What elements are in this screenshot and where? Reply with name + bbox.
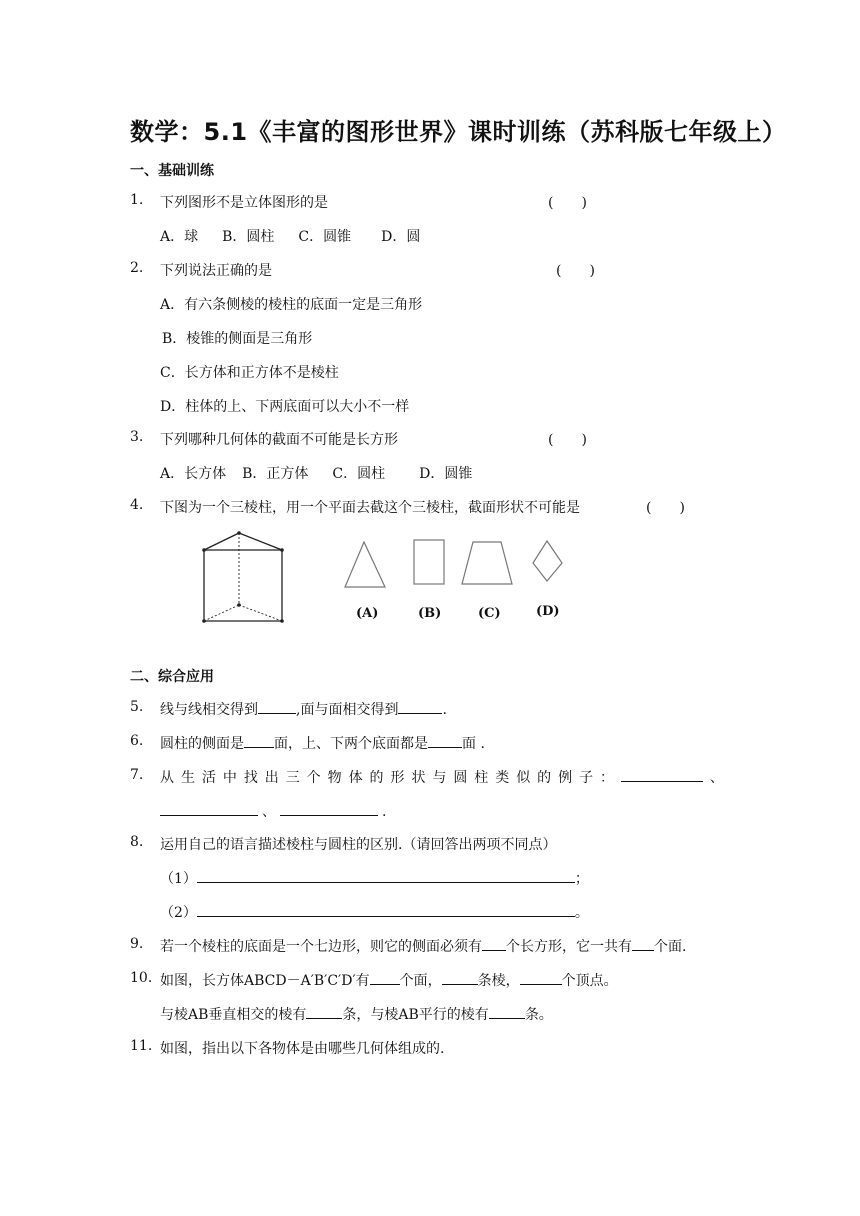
q4-text: 下图为一个三棱柱，用一个平面去截这个三棱柱，截面形状不可能是: [160, 500, 580, 516]
q10-text-d: 个顶点。: [561, 973, 618, 989]
q8-prefix-1: （1）: [160, 871, 197, 887]
q10-number: 10.: [130, 970, 153, 986]
q4-figure: [190, 525, 580, 630]
q1-answer-paren[interactable]: ( ): [548, 195, 587, 211]
q6-text-a: 圆柱的侧面是: [160, 736, 244, 752]
q10-text-e: 与棱AB垂直相交的棱有: [160, 1007, 307, 1023]
q7-char: 从: [160, 770, 174, 786]
q8-end-1: ；: [574, 871, 589, 887]
q3-option-b[interactable]: B．正方体: [242, 466, 309, 482]
q1-option-a[interactable]: A．球: [160, 229, 199, 245]
q7-line-2: [160, 801, 386, 821]
q2-option-c[interactable]: C．长方体和正方体不是棱柱: [160, 365, 339, 381]
q8-blank-2[interactable]: [197, 902, 575, 917]
q7-char: 出: [264, 770, 279, 786]
q5-blank-1[interactable]: [258, 699, 296, 714]
q1-number: 1.: [130, 192, 144, 208]
q10-blank-1[interactable]: [370, 970, 400, 985]
q10-text-f: 条，与棱AB平行的棱有: [342, 1007, 489, 1023]
q7-blank-2[interactable]: [160, 801, 258, 816]
shape-b-rectangle: [414, 540, 444, 584]
q9-text-c: 个面.: [654, 939, 687, 955]
q10-blank-3[interactable]: [520, 970, 562, 985]
shape-c-trapezoid: [462, 542, 512, 584]
q7-char: 个: [306, 770, 321, 786]
q1-option-b[interactable]: B．圆柱: [222, 229, 275, 245]
q1-text: 下列图形不是立体图形的是: [160, 195, 328, 211]
q10-text-c: 条棱，: [477, 973, 520, 989]
shape-d-rhombus: [533, 541, 562, 581]
q3-option-d[interactable]: D．圆锥: [419, 466, 473, 482]
q3-text: 下列哪种几何体的截面不可能是长方形: [160, 432, 398, 448]
q3-answer-paren[interactable]: ( ): [548, 432, 587, 448]
q7-blank-1[interactable]: [621, 767, 703, 782]
q4-label-c[interactable]: (C): [478, 606, 501, 621]
q10-blank-2[interactable]: [442, 970, 478, 985]
q7-char: 活: [201, 770, 216, 786]
q7-char: 的: [537, 770, 552, 786]
q10-text-g: 条。: [524, 1007, 553, 1023]
q8-prefix-2: （2）: [160, 905, 197, 921]
q8-text: 运用自己的语言描述棱柱与圆柱的区别.（请回答出两项不同点）: [160, 837, 557, 853]
q9-text-a: 若一个棱柱的底面是一个七边形，则它的侧面必须有: [160, 939, 482, 955]
q4-label-b[interactable]: (B): [418, 606, 442, 621]
q5-blank-2[interactable]: [398, 699, 442, 714]
q8-end-2: 。: [574, 905, 589, 921]
q10-line-2: [160, 1004, 553, 1024]
q11-number: 11.: [130, 1038, 153, 1054]
q2-option-a[interactable]: A．有六条侧棱的棱柱的底面一定是三角形: [160, 297, 423, 313]
q6-blank-2[interactable]: [428, 733, 462, 748]
q5-text-c: .: [442, 702, 447, 718]
q3-option-a[interactable]: A．长方体: [160, 466, 227, 482]
q9-text-b: 个长方形，它一共有: [506, 939, 632, 955]
q7-end: .: [382, 804, 387, 820]
q7-char: 与: [432, 770, 447, 786]
q7-sep-2: 、: [262, 804, 276, 820]
q7-char: 子: [579, 770, 594, 786]
q7-char: 形: [390, 770, 405, 786]
q7-char: 类: [495, 770, 510, 786]
triangular-prism-diagram: [204, 533, 282, 621]
q9-blank-1[interactable]: [482, 936, 506, 951]
q7-char: 物: [327, 770, 342, 786]
page-title: 数学：5.1《丰富的图形世界》课时训练（苏科版七年级上）: [130, 118, 787, 146]
q10-text-a: 如图，长方体ABCD－A′B′C′D′有: [160, 973, 370, 989]
q7-char: 生: [180, 770, 195, 786]
q7-char: 的: [369, 770, 384, 786]
q7-char: 状: [411, 770, 426, 786]
q2-text: 下列说法正确的是: [160, 263, 272, 279]
q7-char: 体: [348, 770, 363, 786]
q7-text: [160, 767, 724, 787]
q7-char: 中: [222, 770, 237, 786]
q4-number: 4.: [130, 497, 144, 513]
q7-blank-3[interactable]: [280, 801, 378, 816]
q2-answer-paren[interactable]: ( ): [556, 263, 595, 279]
q10-blank-4[interactable]: [306, 1004, 342, 1019]
q7-char: 找: [243, 770, 258, 786]
q8-answer-1: [160, 868, 589, 888]
q6-text-c: 面 .: [462, 736, 485, 752]
q1-options: [160, 226, 420, 246]
q1-option-c[interactable]: C．圆锥: [298, 229, 352, 245]
q10-text-b: 个面，: [399, 973, 442, 989]
q1-option-d[interactable]: D．圆: [381, 229, 421, 245]
section-basic-training: 一、基础训练: [130, 163, 214, 179]
q5-text-b: ,面与面相交得到: [296, 702, 399, 718]
q7-number: 7.: [130, 767, 144, 783]
q2-option-b[interactable]: B．棱锥的侧面是三角形: [162, 331, 313, 347]
q7-char: 似: [516, 770, 531, 786]
q4-answer-paren[interactable]: ( ): [646, 500, 685, 516]
q8-blank-1[interactable]: [197, 868, 575, 883]
q2-number: 2.: [130, 260, 144, 276]
q6-blank-1[interactable]: [244, 733, 274, 748]
q3-options: [160, 463, 472, 483]
q7-char: 三: [285, 770, 300, 786]
q8-answer-2: [160, 902, 589, 922]
q11-text: 如图，指出以下各物体是由哪些几何体组成的.: [160, 1041, 445, 1057]
q7-char: ：: [600, 770, 615, 786]
q6-number: 6.: [130, 733, 144, 749]
q6-line: [160, 733, 485, 753]
q3-option-c[interactable]: C．圆柱: [332, 466, 386, 482]
q9-line: [160, 936, 686, 956]
q10-blank-5[interactable]: [489, 1004, 525, 1019]
q2-option-d[interactable]: D．柱体的上、下两底面可以大小不一样: [160, 399, 410, 415]
q7-sep-1: 、: [709, 770, 724, 786]
q5-text-a: 线与线相交得到: [160, 702, 258, 718]
q10-line-1: [160, 970, 618, 990]
q3-number: 3.: [130, 429, 144, 445]
q5-line: [160, 699, 447, 719]
q4-label-d[interactable]: (D): [536, 604, 560, 619]
q9-blank-2[interactable]: [632, 936, 654, 951]
q8-number: 8.: [130, 834, 144, 850]
q7-char: 例: [558, 770, 573, 786]
q7-char: 柱: [474, 770, 489, 786]
q5-number: 5.: [130, 699, 144, 715]
q4-label-a[interactable]: (A): [356, 606, 379, 621]
q7-char: 圆: [453, 770, 468, 786]
section-comprehensive-application: 二、综合应用: [130, 669, 214, 685]
q9-number: 9.: [130, 936, 144, 952]
shape-a-triangle: [345, 542, 385, 587]
q6-text-b: 面，上、下两个底面都是: [274, 736, 428, 752]
